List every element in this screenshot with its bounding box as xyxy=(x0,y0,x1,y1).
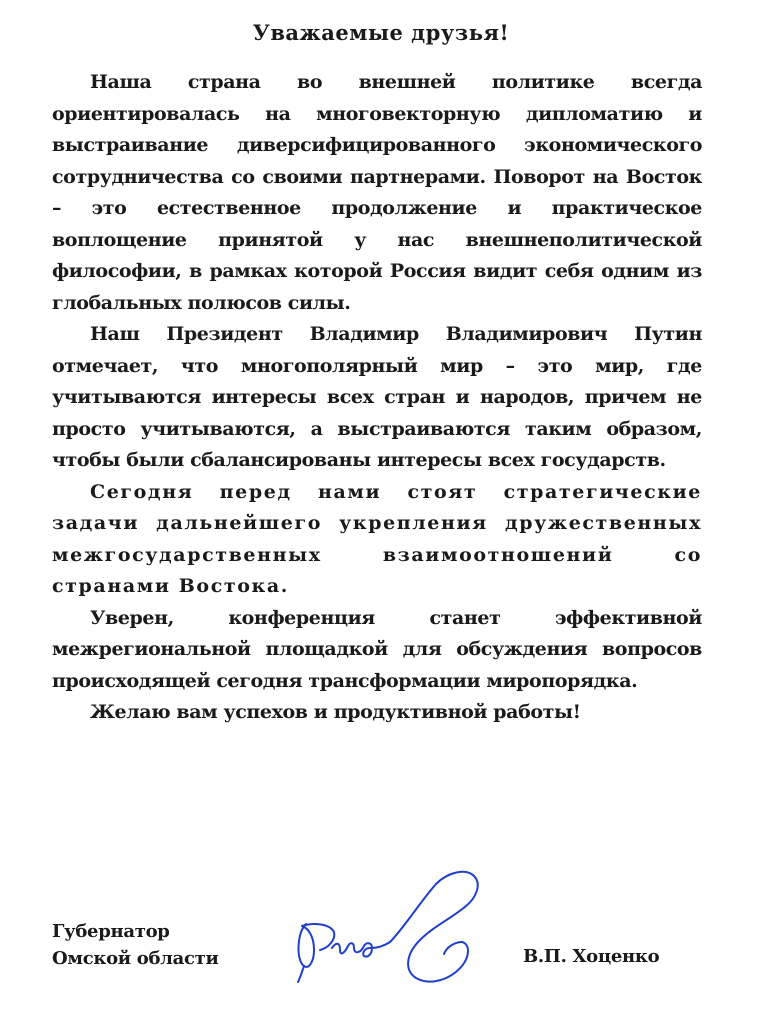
signatory-role-line-1: Губернатор xyxy=(52,921,170,942)
paragraph-1: Наша страна во внешней политике всегда ориентировалась на многовекторную дипломатию и выстраивание диверсифицированного экономического сотрудничества со своими партнерами. Поворот на Восток – это естественное продолжение и практическое воплощение принятой у нас внешнеполитической философии, в рамках которой Россия видит себя одним из глобальных полюсов силы. xyxy=(52,71,702,314)
greeting-heading: Уважаемые друзья! xyxy=(252,20,510,45)
signatory-name: В.П. Хоценко xyxy=(523,946,660,967)
paragraph-5: Желаю вам успехов и продуктивной работы! xyxy=(90,701,581,723)
letter-body xyxy=(52,20,702,729)
paragraph-3: Сегодня перед нами стоят стратегические задачи дальнейшего укрепления дружественных межгосударственных взаимоотношений со странами Востока. xyxy=(52,480,702,597)
paragraph-4: Уверен, конференция станет эффективной межрегиональной площадкой для обсуждения вопросов происходящей сегодня трансформации миропорядка. xyxy=(52,606,702,692)
signatory-role xyxy=(52,918,219,972)
signature-block xyxy=(0,862,758,1002)
handwritten-signature xyxy=(284,862,504,997)
paragraph-2: Наш Президент Владимир Владимирович Путин отмечает, что многополярный мир – это мир, где учитываются интересы всех стран и народов, причем не просто учитываются, а выстраиваются таким образом, чтобы были сбалансированы интересы всех государств. xyxy=(52,323,702,471)
signatory-role-line-2: Омской области xyxy=(52,948,219,969)
